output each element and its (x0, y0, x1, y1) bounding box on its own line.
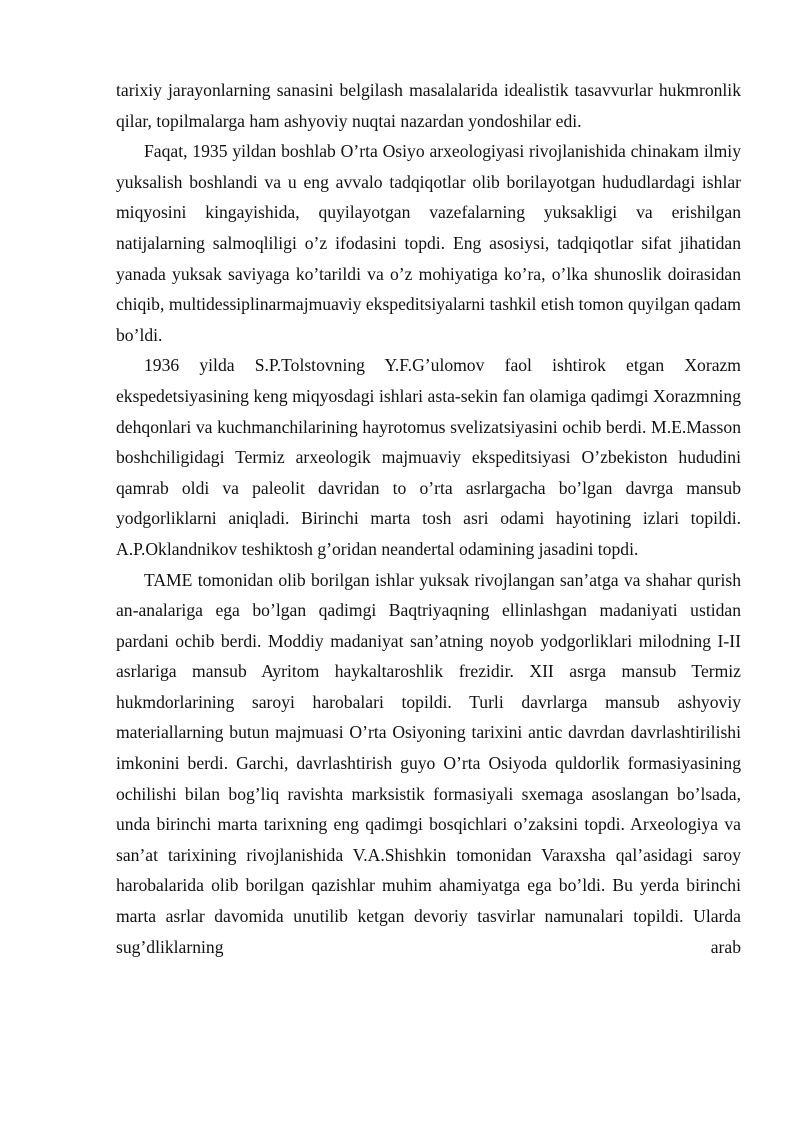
paragraph-3: 1936 yilda S.P.Tolstovning Y.F.G’ulomov faol ishtirok etgan Xorazm ekspedetsiyasining keng miqyosdagi ishlari asta-sekin fan olamiga qadimgi Xorazmning dehqonlari va kuchmanchilarining hayrotomus svelizatsiyasini ochib berdi. M.E.Masson boshchiligidagi Termiz arxeologik majmuaviy ekspeditsiyasi O’zbekiston hududini qamrab oldi va paleolit davridan to o’rta asrlargacha bo’lgan davrga mansub yodgorliklarni aniqladi. Birinchi marta tosh asri odami hayotining izlari topildi. A.P.Oklandnikov teshiktosh g’oridan neandertal odamining jasadini topdi. (116, 355, 741, 559)
paragraph-2: Faqat, 1935 yildan boshlab O’rta Osiyo arxeologiyasi rivojlanishida chinakam ilmiy yuksalish boshlandi va u eng avvalo tadqiqotlar olib borilayotgan hududlardagi ishlar miqyosini kingayishida, quyilayotgan vazefalarning yuksakligi va erishilgan natijalarning salmoqliligi o’z ifodasini topdi. Eng asosiysi, tadqiqotlar sifat jihatidan yanada yuksak saviyaga ko’tarildi va o’z mohiyatiga ko’ra, o’lka shunoslik doirasidan chiqib, multidessiplinarmajmuaviy ekspeditsiyalarni tashkil etish tomon quyilgan qadam bo’ldi. (116, 141, 741, 345)
paragraph-1: tarixiy jarayonlarning sanasini belgilash masalalarida idealistik tasavvurlar hukmronlik qilar, topilmalarga ham ashyoviy nuqtai nazardan yondoshilar edi. (116, 80, 741, 131)
paragraph-4: TAME tomonidan olib borilgan ishlar yuksak rivojlangan san’atga va shahar qurish an-analariga ega bo’lgan qadimgi Baqtriyaqning ellinlashgan madaniyati ustidan pardani ochib berdi. Moddiy madaniyat san’atning noyob yodgorliklari milodning I-II asrlariga mansub Ayritom haykaltaroshlik frezidir. XII asrga mansub Termiz hukmdorlarining saroyi harobalari topildi. Turli davrlarga mansub ashyoviy materiallarning butun majmuasi O’rta Osiyoning tarixini antic davrdan davrlashtirilishi imkonini berdi. Garchi, davrlashtirish guyo O’rta Osiyoda quldorlik formasiyasining ochilishi bilan bog’liq ravishta marksistik formasiyali sxemaga asoslangan bo’lsada, unda birinchi marta tarixning eng qadimgi bosqichlari o’zaksini topdi. Arxeologiya va san’at tarixining rivojlanishida V.A.Shishkin tomonidan Varaxsha qal’asidagi saroy harobalarida olib borilgan qazishlar muhim ahamiyatga ega bo’ldi. Bu yerda birinchi marta asrlar davomida unutilib ketgan devoriy tasvirlar namunalari topildi. Ularda sug’dliklarning arab (116, 569, 741, 957)
document-page (116, 75, 741, 962)
